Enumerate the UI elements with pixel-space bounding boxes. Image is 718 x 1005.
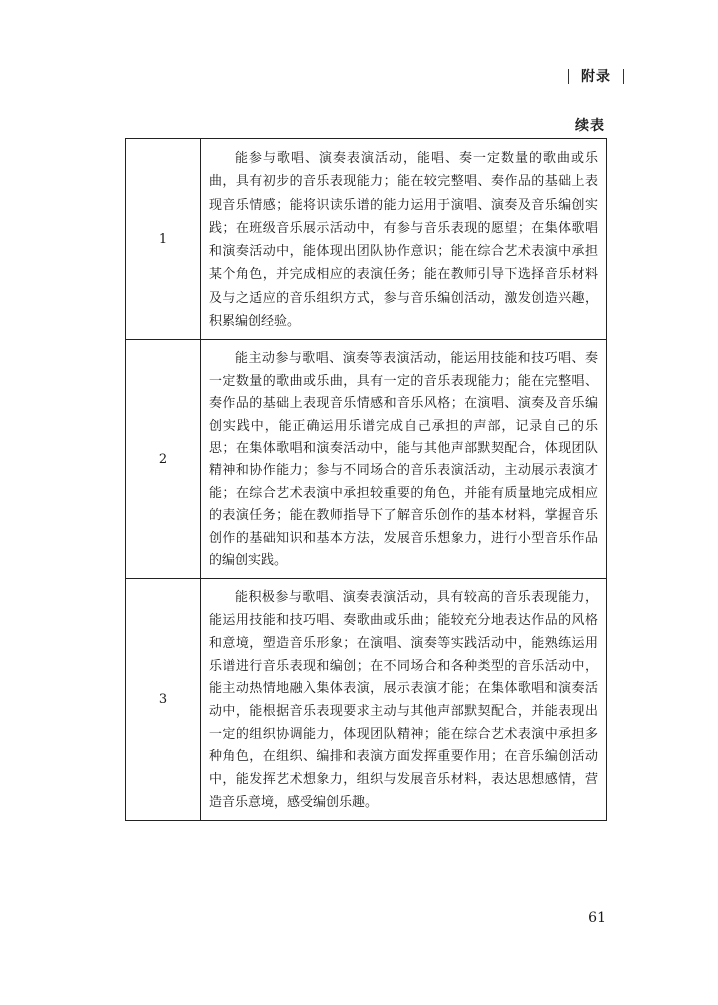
description-cell: 能参与歌唱、演奏表演活动，能唱、奏一定数量的歌曲或乐曲，具有初步的音乐表现能力；能在较完整唱、奏作品的基础上表现音乐情感；能将识读乐谱的能力运用于演唱、演奏及音乐编创实践；在班级音乐展示活动中，有参与音乐表现的愿望；在集体歌唱和演奏活动中，能体现出团队协作意识；能在综合艺术表演中承担某个角色，并完成相应的表演任务；能在教师引导下选择音乐材料及与之适应的音乐组织方式，参与音乐编创活动，激发创造兴趣，积累编创经验。 — [201, 139, 607, 340]
description-cell: 能主动参与歌唱、演奏等表演活动，能运用技能和技巧唱、奏一定数量的歌曲或乐曲，具有一定的音乐表现能力；能在完整唱、奏作品的基础上表现音乐情感和音乐风格；在演唱、演奏及音乐编创实践中，能正确运用乐谱完成自己承担的声部，记录自己的乐思；在集体歌唱和演奏活动中，能与其他声部默契配合，体现团队精神和协作能力；参与不同场合的音乐表演活动，主动展示表演才能；在综合艺术表演中承担较重要的角色，并能有质量地完成相应的表演任务；能在教师指导下了解音乐创作的基本材料，掌握音乐创作的基础知识和基本方法，发展音乐想象力，进行小型音乐作品的编创实践。 — [201, 340, 607, 579]
table-row — [126, 139, 607, 340]
page-number: 61 — [588, 910, 606, 926]
header-right-divider — [623, 69, 624, 84]
table-row — [126, 340, 607, 579]
table-row — [126, 579, 607, 821]
level-cell: 2 — [126, 340, 201, 579]
standards-table — [125, 138, 607, 821]
running-header — [568, 66, 624, 86]
description-cell: 能积极参与歌唱、演奏表演活动，具有较高的音乐表现能力，能运用技能和技巧唱、奏歌曲或乐曲；能较充分地表达作品的风格和意境，塑造音乐形象；在演唱、演奏等实践活动中，能熟练运用乐谱进行音乐表现和编创；在不同场合和各种类型的音乐活动中，能主动热情地融入集体表演，展示表演才能；在集体歌唱和演奏活动中，能根据音乐表现要求主动与其他声部默契配合，并能表现出一定的组织协调能力，体现团队精神；能在综合艺术表演中承担多种角色，在组织、编排和表演方面发挥重要作用；在音乐编创活动中，能发挥艺术想象力，组织与发展音乐材料，表达思想感情，营造音乐意境，感受编创乐趣。 — [201, 579, 607, 821]
level-cell: 1 — [126, 139, 201, 340]
table-caption: 续表 — [575, 118, 605, 134]
section-title: 附录 — [581, 69, 611, 85]
level-cell: 3 — [126, 579, 201, 821]
